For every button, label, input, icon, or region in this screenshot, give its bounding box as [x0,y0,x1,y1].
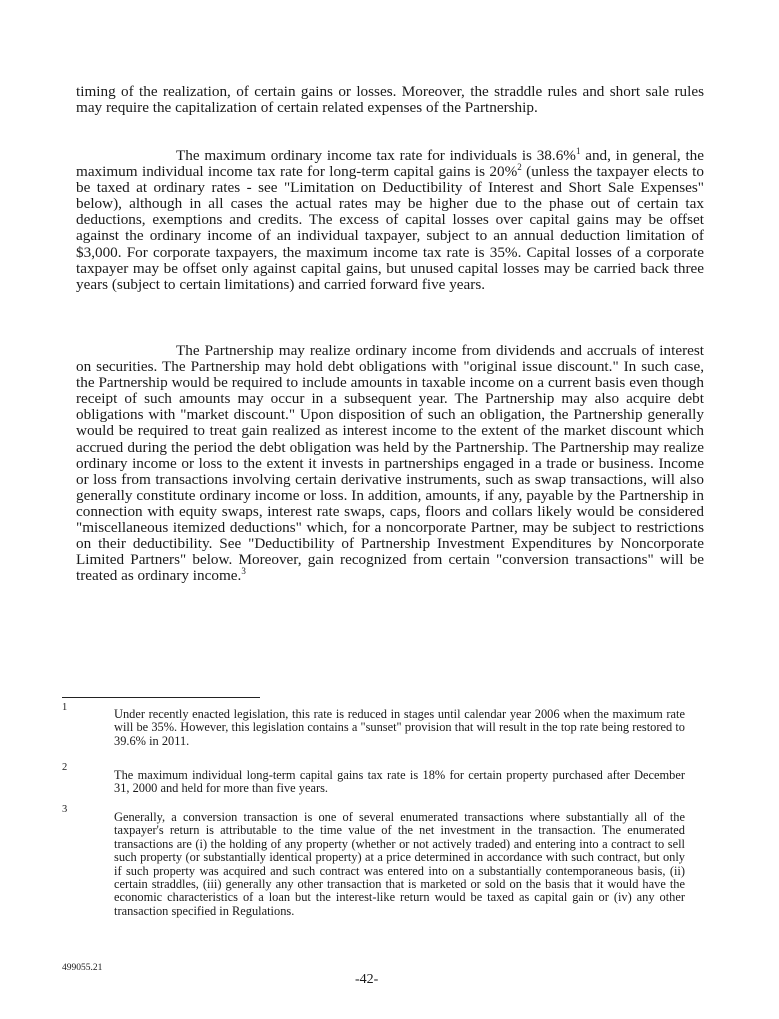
paragraph-text: (unless the taxpayer elects to be taxed at ordinary rates - see "Limitation on Deductibility of Interest and Short Sale Expenses" below), although in all cases the actual rates may be higher due to the phase out of certain tax deductions, exemptions and credits. The excess of capital losses over capital gains may be offset against the ordinary income of an individual taxpayer, subject to an annual deduction limitation of $3,000. For corporate taxpayers, the maximum income tax rate is 35%. Capital losses of a corporate taxpayer may be offset only against capital gains, but unused capital losses may be carried back three years (subject to certain limitations) and carried forward five years. [76,163,704,293]
paragraph-ordinary-income [76,343,704,584]
paragraph-text: timing of the realization, of certain gains or losses. Moreover, the straddle rules and short sale rules may require the capitalization of certain related expenses of the Partnership. [76,83,704,117]
footnote-text-2: The maximum individual long-term capital gains tax rate is 18% for certain property purchased after December 31, 2000 and held for more than five years. [114,768,685,796]
document-id: 499055.21 [62,963,103,973]
footnote-number-3: 3 [62,804,68,815]
paragraph-straddle-rules [76,84,704,116]
footnote-ref-2: 2 [517,162,522,173]
footnote-ref-3: 3 [241,566,246,577]
paragraph-text: and, in general, the maximum individual income tax rate for long-term capital gains is 20% [76,147,705,181]
paragraph-tax-rates [76,145,705,293]
page-number: -42- [355,972,379,987]
paragraph-text: The Partnership may realize ordinary income from dividends and accruals of interest on securities. The Partnership may hold debt obligations with "original issue discount." In such case, the Partnership would be required to include amounts in taxable income on a current basis even though receipt of such amounts may occur in a subsequent year. The Partnership may also acquire debt obligations with "market discount." Upon disposition of such an obligation, the Partnership generally would be required to treat gain realized as interest income to the extent of the market discount which accrued during the period the debt obligation was held by the Partnership. The Partnership may realize ordinary income or loss to the extent it invests in partnerships engaged in a trade or business. Income or loss from transactions involving certain derivative instruments, such as swap transactions, will also generally constitute ordinary income or loss. In addition, amounts, if any, payable by the Partnership in connection with equity swaps, interest rate swaps, caps, floors and collars likely would be considered "miscellaneous itemized deductions" which, for a noncorporate Partner, may be subject to restrictions on their deductibility. See "Deductibility of Partnership Investment Expenditures by Noncorporate Limited Partners" below. Moreover, gain recognized from certain "conversion transactions" will be treated as ordinary income. [76,342,704,585]
footnote-ref-1: 1 [575,145,581,156]
footnote-text-1: Under recently enacted legislation, this rate is reduced in stages until calendar year 2006 when the maximum rate will be 35%. However, this legislation contains a "sunset" provision that will result in the top rate being restored to 39.6% in 2011. [114,707,685,748]
footnote-number-1: 1 [62,702,68,713]
footnote-separator [62,697,260,698]
paragraph-text: The maximum ordinary income tax rate for individuals is 38.6% [176,147,576,164]
footnote-text-3: Generally, a conversion transaction is one of several enumerated transactions where substantially all of the taxpayer's return is attributable to the time value of the net investment in the transaction. The enumerated transactions are (i) the holding of any property (whether or not actively traded) and entering into a contract to sell such property (or substantially identical property) at a price determined in accordance with such contract, but only if such property was acquired and such contract was entered into on a substantially contemporaneous basis, (ii) certain straddles, (iii) generally any other transaction that is marketed or sold on the basis that it would have the economic characteristics of a loan but the interest-like return would be taxed as capital gain or (iv) any other transaction specified in Regulations. [114,810,685,918]
footnote-number-2: 2 [62,762,68,773]
